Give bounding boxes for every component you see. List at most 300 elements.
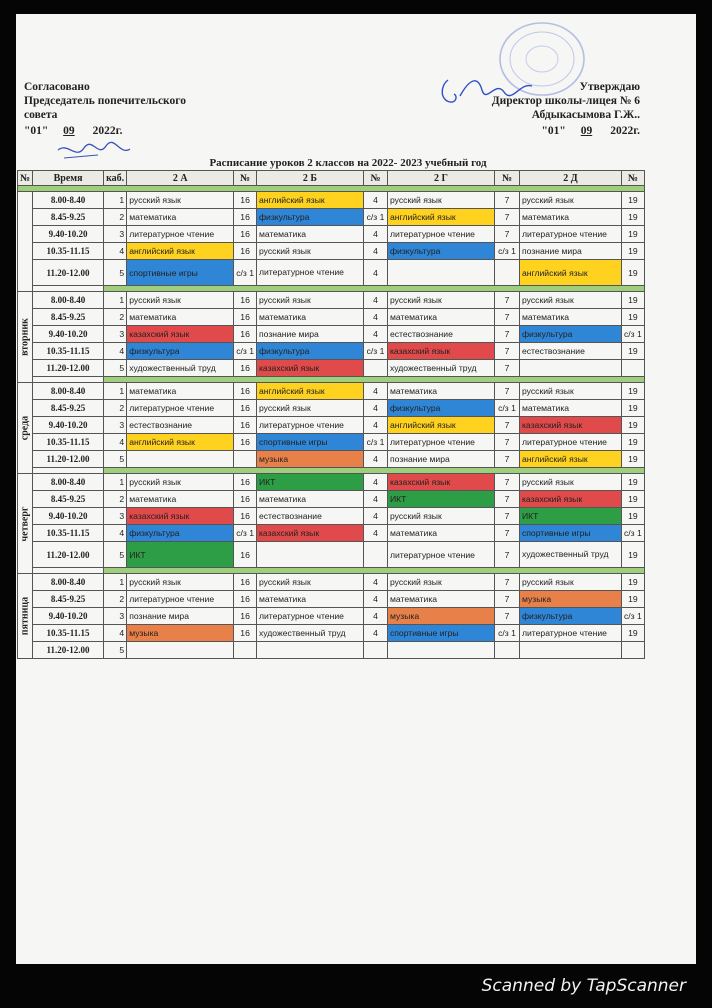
lesson-time: 8.00-8.40 <box>33 192 104 209</box>
lesson-number: 1 <box>104 574 127 591</box>
subject-2d: физкультура <box>519 326 621 343</box>
approval-date-left <box>24 124 254 138</box>
lesson-number: 4 <box>104 625 127 642</box>
room-2a: 16 <box>234 542 257 568</box>
room-2d: с/з 1 <box>621 608 644 625</box>
lesson-number: 2 <box>104 591 127 608</box>
room-2a: с/з 1 <box>234 525 257 542</box>
subject-2d: русский язык <box>519 192 621 209</box>
table-row <box>18 542 645 568</box>
room-2g: 7 <box>494 383 519 400</box>
room-2a: 16 <box>234 309 257 326</box>
room-2d: с/з 1 <box>621 525 644 542</box>
lesson-time: 8.45-9.25 <box>33 491 104 508</box>
subject-2b: литературное чтение <box>256 260 363 286</box>
subject-2g: ИКТ <box>387 491 494 508</box>
subject-2g: познание мира <box>387 451 494 468</box>
room-2g: 7 <box>494 608 519 625</box>
subject-2a: математика <box>127 491 234 508</box>
lesson-number: 2 <box>104 209 127 226</box>
room-2a: 16 <box>234 383 257 400</box>
room-2b <box>363 542 387 568</box>
room-2b: 4 <box>363 574 387 591</box>
subject-2b <box>256 542 363 568</box>
lesson-number: 4 <box>104 434 127 451</box>
subject-2a: художественный труд <box>127 360 234 377</box>
subject-2a: литературное чтение <box>127 591 234 608</box>
subject-2b: математика <box>256 491 363 508</box>
room-2b <box>363 642 387 659</box>
subject-2g <box>387 642 494 659</box>
room-2g: 7 <box>494 417 519 434</box>
subject-2g: математика <box>387 525 494 542</box>
table-row <box>18 591 645 608</box>
subject-2b: русский язык <box>256 292 363 309</box>
subject-2a: естествознание <box>127 417 234 434</box>
subject-2a: математика <box>127 209 234 226</box>
room-2d: 19 <box>621 574 644 591</box>
subject-2a: спортивные игры <box>127 260 234 286</box>
room-2b: 4 <box>363 326 387 343</box>
room-2g: 7 <box>494 292 519 309</box>
lesson-number: 4 <box>104 343 127 360</box>
subject-2b <box>256 642 363 659</box>
signature-right <box>420 70 550 115</box>
room-2a: 16 <box>234 292 257 309</box>
lesson-time: 10.35-11.15 <box>33 625 104 642</box>
room-2g: 7 <box>494 226 519 243</box>
room-2g: 7 <box>494 574 519 591</box>
table-header-row <box>18 171 645 186</box>
room-2d: 19 <box>621 243 644 260</box>
room-2b: 4 <box>363 625 387 642</box>
room-2g: 7 <box>494 591 519 608</box>
subject-2b: ИКТ <box>256 474 363 491</box>
room-2a: с/з 1 <box>234 260 257 286</box>
subject-2a: английский язык <box>127 243 234 260</box>
day-name: пятница <box>19 596 31 636</box>
lesson-number: 5 <box>104 360 127 377</box>
room-2g: 7 <box>494 209 519 226</box>
room-2a: 16 <box>234 574 257 591</box>
subject-2g: спортивные игры <box>387 625 494 642</box>
room-2d: 19 <box>621 474 644 491</box>
subject-2g: русский язык <box>387 508 494 525</box>
subject-2g: русский язык <box>387 574 494 591</box>
col-header-class-2a: 2 А <box>127 171 234 186</box>
schedule-title: Расписание уроков 2 классов на 2022- 2023 учебный год <box>209 157 487 169</box>
lesson-number: 3 <box>104 508 127 525</box>
col-header-class-2g: 2 Г <box>387 171 494 186</box>
subject-2b: физкультура <box>256 343 363 360</box>
subject-2g: казахский язык <box>387 343 494 360</box>
room-2d: 19 <box>621 209 644 226</box>
subject-2d: английский язык <box>519 451 621 468</box>
col-header-time: Время <box>33 171 104 186</box>
subject-2g: художественный труд <box>387 360 494 377</box>
subject-2d: литературное чтение <box>519 625 621 642</box>
lesson-time: 8.00-8.40 <box>33 292 104 309</box>
subject-2a: математика <box>127 383 234 400</box>
room-2g: 7 <box>494 542 519 568</box>
table-row <box>18 192 645 209</box>
lesson-time: 9.40-10.20 <box>33 417 104 434</box>
room-2b: 4 <box>363 192 387 209</box>
approval-date-right <box>466 124 640 138</box>
subject-2d: литературное чтение <box>519 226 621 243</box>
room-2d: 19 <box>621 292 644 309</box>
room-2a: 16 <box>234 508 257 525</box>
date-year: 2022г. <box>610 125 640 137</box>
room-2b: 4 <box>363 508 387 525</box>
lesson-number: 1 <box>104 383 127 400</box>
lesson-time: 8.45-9.25 <box>33 400 104 417</box>
room-2g: с/з 1 <box>494 625 519 642</box>
col-header-class-2d: 2 Д <box>519 171 621 186</box>
room-2b <box>363 360 387 377</box>
subject-2g: русский язык <box>387 192 494 209</box>
room-2d: 19 <box>621 383 644 400</box>
room-2b: с/з 1 <box>363 434 387 451</box>
scanner-watermark: Scanned by TapScanner <box>481 976 686 996</box>
room-2d: 19 <box>621 491 644 508</box>
table-row <box>18 474 645 491</box>
room-2a: 16 <box>234 192 257 209</box>
room-2a: 16 <box>234 400 257 417</box>
room-2d: 19 <box>621 260 644 286</box>
subject-2d: математика <box>519 309 621 326</box>
lesson-number: 4 <box>104 525 127 542</box>
table-row <box>18 309 645 326</box>
table-row <box>18 508 645 525</box>
day-name: четверг <box>19 506 31 541</box>
lesson-number: 1 <box>104 474 127 491</box>
room-2a: 16 <box>234 474 257 491</box>
subject-2b: русский язык <box>256 574 363 591</box>
room-2d: 19 <box>621 542 644 568</box>
date-day: "01" <box>541 125 566 137</box>
lesson-time: 11.20-12.00 <box>33 360 104 377</box>
date-year: 2022г. <box>92 125 123 137</box>
date-day: "01" <box>24 125 49 137</box>
room-2a: 16 <box>234 591 257 608</box>
lesson-number: 2 <box>104 400 127 417</box>
lesson-number: 3 <box>104 326 127 343</box>
subject-2g: английский язык <box>387 417 494 434</box>
subject-2b: художественный труд <box>256 625 363 642</box>
day-name-cell <box>18 474 33 574</box>
subject-2b: математика <box>256 591 363 608</box>
room-2d: 19 <box>621 434 644 451</box>
room-2b: 4 <box>363 400 387 417</box>
table-row <box>18 608 645 625</box>
date-month: 09 <box>580 125 593 137</box>
subject-2a: познание мира <box>127 608 234 625</box>
table-row <box>18 434 645 451</box>
subject-2d: русский язык <box>519 383 621 400</box>
col-header-room-2d: № <box>621 171 644 186</box>
subject-2d <box>519 642 621 659</box>
approved-label: Согласовано <box>24 81 90 93</box>
lesson-number: 5 <box>104 260 127 286</box>
room-2a: с/з 1 <box>234 343 257 360</box>
subject-2d: русский язык <box>519 292 621 309</box>
room-2a: 16 <box>234 608 257 625</box>
subject-2a: математика <box>127 309 234 326</box>
table-row <box>18 243 645 260</box>
lesson-number: 3 <box>104 226 127 243</box>
table-row <box>18 209 645 226</box>
subject-2a: ИКТ <box>127 542 234 568</box>
room-2g: 7 <box>494 451 519 468</box>
subject-2b: английский язык <box>256 383 363 400</box>
room-2d <box>621 360 644 377</box>
subject-2g: естествознание <box>387 326 494 343</box>
room-2d: 19 <box>621 625 644 642</box>
subject-2a: русский язык <box>127 574 234 591</box>
room-2a: 16 <box>234 625 257 642</box>
subject-2d: математика <box>519 209 621 226</box>
day-name-cell <box>18 383 33 474</box>
subject-2d: литературное чтение <box>519 434 621 451</box>
room-2g <box>494 642 519 659</box>
room-2g: 7 <box>494 491 519 508</box>
lesson-number: 5 <box>104 642 127 659</box>
col-header-room-2g: № <box>494 171 519 186</box>
lesson-time: 8.00-8.40 <box>33 474 104 491</box>
lesson-number: 4 <box>104 243 127 260</box>
room-2b: 4 <box>363 260 387 286</box>
approver-title-line1: Председатель попечительского <box>24 95 186 107</box>
subject-2b: естествознание <box>256 508 363 525</box>
room-2a: 16 <box>234 243 257 260</box>
subject-2g: литературное чтение <box>387 226 494 243</box>
room-2b: с/з 1 <box>363 343 387 360</box>
room-2a: 16 <box>234 226 257 243</box>
subject-2b: познание мира <box>256 326 363 343</box>
room-2g: 7 <box>494 343 519 360</box>
lesson-time: 11.20-12.00 <box>33 260 104 286</box>
col-header-room-2b: № <box>363 171 387 186</box>
table-row <box>18 383 645 400</box>
room-2a: 16 <box>234 434 257 451</box>
room-2b: 4 <box>363 243 387 260</box>
subject-2b: казахский язык <box>256 360 363 377</box>
approval-block-left <box>24 80 254 138</box>
subject-2d: русский язык <box>519 474 621 491</box>
table-row <box>18 400 645 417</box>
table-row <box>18 260 645 286</box>
room-2d: 19 <box>621 226 644 243</box>
day-name-cell <box>18 574 33 659</box>
director-name: Абдыкасымова Г.Ж.. <box>531 109 640 121</box>
col-header-lesson: каб. <box>104 171 127 186</box>
subject-2a: физкультура <box>127 525 234 542</box>
lesson-number: 2 <box>104 309 127 326</box>
room-2g: 7 <box>494 192 519 209</box>
lesson-number: 2 <box>104 491 127 508</box>
lesson-time: 8.45-9.25 <box>33 309 104 326</box>
subject-2g: физкультура <box>387 400 494 417</box>
subject-2b: математика <box>256 226 363 243</box>
room-2g <box>494 260 519 286</box>
subject-2g: литературное чтение <box>387 434 494 451</box>
subject-2d: математика <box>519 400 621 417</box>
room-2b: 4 <box>363 591 387 608</box>
subject-2d: ИКТ <box>519 508 621 525</box>
lesson-number: 5 <box>104 542 127 568</box>
day-name: вторник <box>19 318 31 356</box>
subject-2d: музыка <box>519 591 621 608</box>
subject-2a <box>127 451 234 468</box>
subject-2b: русский язык <box>256 400 363 417</box>
room-2b: 4 <box>363 491 387 508</box>
room-2b: 4 <box>363 417 387 434</box>
subject-2b: английский язык <box>256 192 363 209</box>
day-name: среда <box>19 415 31 441</box>
room-2d: 19 <box>621 192 644 209</box>
subject-2d <box>519 360 621 377</box>
room-2b: 4 <box>363 608 387 625</box>
room-2a: 16 <box>234 209 257 226</box>
subject-2g: казахский язык <box>387 474 494 491</box>
lesson-time: 9.40-10.20 <box>33 326 104 343</box>
table-row <box>18 642 645 659</box>
room-2b: 4 <box>363 383 387 400</box>
subject-2g <box>387 260 494 286</box>
subject-2a: русский язык <box>127 474 234 491</box>
lesson-time: 8.45-9.25 <box>33 591 104 608</box>
lesson-number: 3 <box>104 608 127 625</box>
col-header-day-num: № <box>18 171 33 186</box>
lesson-time: 8.45-9.25 <box>33 209 104 226</box>
schedule-table <box>17 170 645 659</box>
lesson-time: 10.35-11.15 <box>33 343 104 360</box>
room-2g: с/з 1 <box>494 400 519 417</box>
subject-2a: русский язык <box>127 292 234 309</box>
room-2g: 7 <box>494 474 519 491</box>
subject-2d: казахский язык <box>519 417 621 434</box>
lesson-number: 3 <box>104 417 127 434</box>
lesson-time: 11.20-12.00 <box>33 451 104 468</box>
table-row <box>18 360 645 377</box>
lesson-time: 9.40-10.20 <box>33 608 104 625</box>
room-2a: 16 <box>234 417 257 434</box>
subject-2a: литературное чтение <box>127 400 234 417</box>
subject-2d: физкультура <box>519 608 621 625</box>
table-row <box>18 292 645 309</box>
room-2d: 19 <box>621 451 644 468</box>
table-row <box>18 417 645 434</box>
subject-2b: физкультура <box>256 209 363 226</box>
lesson-time: 8.00-8.40 <box>33 383 104 400</box>
subject-2d: казахский язык <box>519 491 621 508</box>
room-2d: 19 <box>621 417 644 434</box>
room-2d <box>621 642 644 659</box>
room-2g: 7 <box>494 326 519 343</box>
subject-2g: математика <box>387 383 494 400</box>
lesson-time: 10.35-11.15 <box>33 243 104 260</box>
subject-2d: английский язык <box>519 260 621 286</box>
subject-2d: художественный труд <box>519 542 621 568</box>
lesson-time: 9.40-10.20 <box>33 226 104 243</box>
room-2a: 16 <box>234 360 257 377</box>
room-2d: 19 <box>621 508 644 525</box>
table-row <box>18 326 645 343</box>
table-row <box>18 525 645 542</box>
subject-2a: казахский язык <box>127 508 234 525</box>
room-2b: 4 <box>363 292 387 309</box>
col-header-room-2a: № <box>234 171 257 186</box>
table-row <box>18 491 645 508</box>
lesson-time: 8.00-8.40 <box>33 574 104 591</box>
lesson-time: 10.35-11.15 <box>33 434 104 451</box>
lesson-time: 11.20-12.00 <box>33 642 104 659</box>
subject-2g: русский язык <box>387 292 494 309</box>
room-2b: 4 <box>363 226 387 243</box>
lesson-time: 9.40-10.20 <box>33 508 104 525</box>
room-2d: с/з 1 <box>621 326 644 343</box>
day-name-cell <box>18 192 33 292</box>
subject-2a: физкультура <box>127 343 234 360</box>
subject-2a <box>127 642 234 659</box>
table-row <box>18 343 645 360</box>
subject-2a: литературное чтение <box>127 226 234 243</box>
room-2g: 7 <box>494 525 519 542</box>
room-2b: 4 <box>363 309 387 326</box>
subject-2b: литературное чтение <box>256 417 363 434</box>
subject-2a: музыка <box>127 625 234 642</box>
subject-2g: музыка <box>387 608 494 625</box>
subject-2b: русский язык <box>256 243 363 260</box>
subject-2d: естествознание <box>519 343 621 360</box>
lesson-time: 11.20-12.00 <box>33 542 104 568</box>
lesson-time: 10.35-11.15 <box>33 525 104 542</box>
subject-2b: математика <box>256 309 363 326</box>
subject-2g: математика <box>387 591 494 608</box>
director-title: Директор школы-лицея № 6 <box>491 95 640 107</box>
room-2a <box>234 642 257 659</box>
table-row <box>18 451 645 468</box>
subject-2a: английский язык <box>127 434 234 451</box>
subject-2g: физкультура <box>387 243 494 260</box>
subject-2b: музыка <box>256 451 363 468</box>
approve-label: Утверждаю <box>579 81 640 93</box>
room-2b: 4 <box>363 451 387 468</box>
room-2a: 16 <box>234 491 257 508</box>
room-2b: 4 <box>363 525 387 542</box>
approver-title-line2: совета <box>24 109 58 121</box>
room-2g: 7 <box>494 434 519 451</box>
lesson-number: 1 <box>104 192 127 209</box>
lesson-number: 1 <box>104 292 127 309</box>
table-row <box>18 574 645 591</box>
lesson-number: 5 <box>104 451 127 468</box>
room-2a: 16 <box>234 326 257 343</box>
subject-2g: литературное чтение <box>387 542 494 568</box>
subject-2d: познание мира <box>519 243 621 260</box>
subject-2b: казахский язык <box>256 525 363 542</box>
room-2g: 7 <box>494 360 519 377</box>
subject-2d: русский язык <box>519 574 621 591</box>
room-2g: с/з 1 <box>494 243 519 260</box>
subject-2g: математика <box>387 309 494 326</box>
subject-2a: казахский язык <box>127 326 234 343</box>
date-month: 09 <box>63 125 75 137</box>
room-2a <box>234 451 257 468</box>
subject-2b: спортивные игры <box>256 434 363 451</box>
room-2g: 7 <box>494 309 519 326</box>
